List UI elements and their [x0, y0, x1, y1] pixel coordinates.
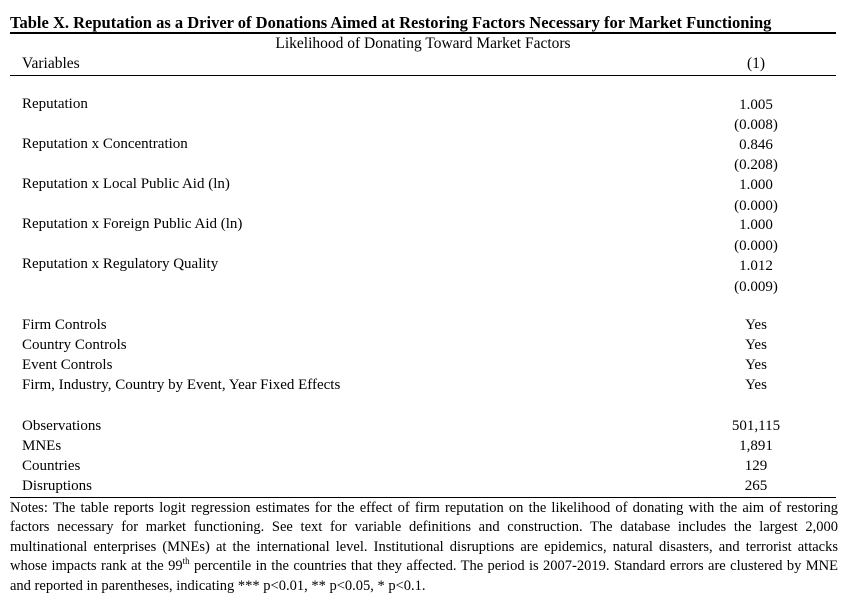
control-label: Event Controls — [22, 357, 113, 373]
header-rule — [10, 75, 836, 76]
table-title: Table X. Reputation as a Driver of Donations Aimed at Restoring Factors Necessary for Market Functioning — [10, 13, 772, 32]
control-value: Yes — [745, 337, 767, 353]
coef-estimate: 1.012 — [739, 258, 773, 274]
coef-estimate: 1.000 — [739, 177, 773, 193]
coef-label: Reputation x Foreign Public Aid (ln) — [22, 216, 243, 232]
coef-se: (0.009) — [734, 279, 778, 295]
notes-text: Notes: The table reports logit regression estimates for the effect of firm reputation on the likelihood of donating with the aim of restoring factors necessary for market functioning. See text for variable definitions and construction. The database includes the largest 2,000 multinational enterprises (MNEs) at the international level. Institutional disruptions are epidemics, natural disasters, and terrorist attacks whose impacts rank at the 99 — [10, 500, 838, 575]
table-notes — [10, 499, 838, 596]
stat-label: Disruptions — [22, 478, 93, 494]
stat-label: Countries — [22, 458, 81, 474]
coef-se: (0.208) — [734, 157, 778, 173]
stat-value: 1,891 — [739, 438, 773, 454]
control-value: Yes — [745, 357, 767, 373]
stat-label: MNEs — [22, 438, 62, 454]
control-label: Country Controls — [22, 337, 127, 353]
coef-se: (0.000) — [734, 198, 778, 214]
coef-se: (0.000) — [734, 238, 778, 254]
coef-estimate: 1.005 — [739, 97, 773, 113]
column-number-header: (1) — [746, 55, 766, 72]
coef-label: Reputation — [22, 96, 88, 112]
control-label: Firm, Industry, Country by Event, Year Fixed Effects — [22, 377, 341, 393]
coef-label: Reputation x Regulatory Quality — [22, 256, 219, 272]
coef-label: Reputation x Local Public Aid (ln) — [22, 176, 230, 192]
variables-header: Variables — [22, 55, 80, 72]
control-value: Yes — [745, 317, 767, 333]
coef-label: Reputation x Concentration — [22, 136, 188, 152]
control-label: Firm Controls — [22, 317, 107, 333]
stat-value: 265 — [744, 478, 768, 494]
coef-se: (0.008) — [734, 117, 778, 133]
coef-estimate: 0.846 — [739, 137, 773, 153]
coef-estimate: 1.000 — [739, 217, 773, 233]
notes-text-continued: percentile in the countries that they affected. The period is 2007-2019. Standard errors are clustered by MNE and reported in parentheses, indicating *** p<0.01, ** p<0.05, * p<0.1. — [10, 558, 838, 594]
column-group-header: Likelihood of Donating Toward Market Factors — [275, 35, 571, 52]
control-value: Yes — [745, 377, 767, 393]
notes-superscript: th — [182, 556, 190, 567]
stat-label: Observations — [22, 418, 102, 434]
stat-value: 501,115 — [731, 418, 781, 434]
stat-value: 129 — [744, 458, 768, 474]
bottom-rule — [10, 497, 836, 498]
